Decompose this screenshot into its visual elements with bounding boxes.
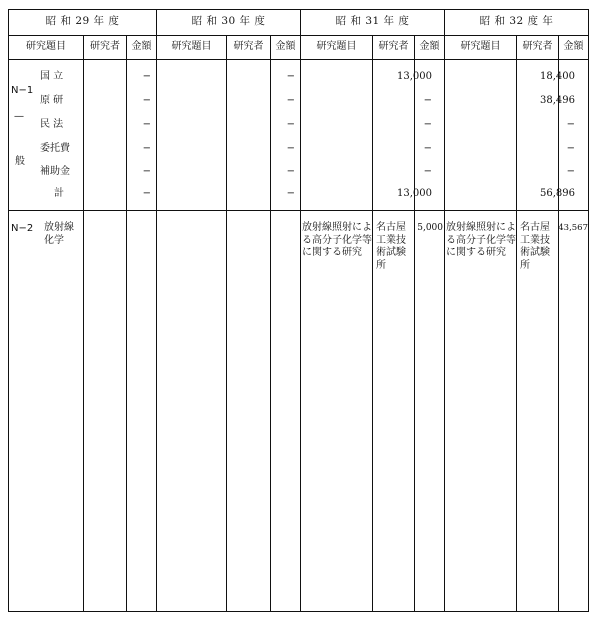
amount-31: − — [423, 119, 432, 130]
row-label: 委托費 — [40, 143, 70, 154]
col-topic-32: 研究題目 — [460, 41, 501, 52]
row-label: 計 — [54, 188, 64, 199]
col-topic-29: 研究題目 — [26, 41, 66, 52]
amount-31: − — [423, 166, 432, 177]
amount-29: − — [142, 95, 151, 106]
section2-label: 放射線化学 — [44, 222, 74, 246]
row-label: 国 立 — [40, 71, 64, 82]
section2-amount-31: 5,000 — [417, 223, 443, 233]
amount-32: 38,496 — [540, 95, 575, 106]
col-researcher-32: 研究者 — [522, 41, 553, 52]
row-label: 民 法 — [40, 119, 64, 130]
section2-code: N−2 — [11, 223, 34, 234]
year-header-32: 昭 和 32 度 年 — [479, 15, 554, 27]
section2-topic-31: 放射線照射による高分子化学等に関する研究 — [302, 222, 372, 258]
amount-30: − — [286, 119, 295, 130]
section2-researcher-32: 名古屋工業技術試験所 — [520, 222, 550, 271]
col-amount-30: 金額 — [275, 41, 296, 52]
amount-32: 18,400 — [540, 71, 575, 82]
amount-31: 13,000 — [397, 188, 432, 199]
section2-amount-32: 43,567 — [558, 223, 588, 233]
col-amount-31: 金額 — [419, 41, 440, 52]
row-label: 原 研 — [40, 95, 64, 106]
row-label: 補助金 — [40, 166, 70, 177]
section1-code: N−1 — [11, 85, 34, 96]
section1-dash: — — [14, 111, 24, 122]
amount-32: − — [566, 119, 575, 130]
amount-30: − — [286, 71, 295, 82]
amount-31: − — [423, 143, 432, 154]
section1-ban: 般 — [15, 156, 25, 167]
section2-researcher-31: 名古屋工業技術試験所 — [376, 222, 406, 271]
amount-29: − — [142, 71, 151, 82]
year-header-30: 昭 和 30 年 度 — [191, 15, 266, 27]
amount-32: − — [566, 143, 575, 154]
amount-30: − — [286, 166, 295, 177]
amount-30: − — [286, 143, 295, 154]
col-topic-30: 研究題目 — [171, 41, 212, 52]
amount-31: 13,000 — [397, 71, 432, 82]
section2-topic-32: 放射線照射による高分子化学等に関する研究 — [446, 222, 516, 258]
amount-32: − — [566, 166, 575, 177]
amount-31: − — [423, 95, 432, 106]
col-researcher-29: 研究者 — [90, 41, 120, 52]
col-amount-32: 金額 — [563, 41, 584, 52]
col-amount-29: 金額 — [131, 41, 152, 52]
year-header-31: 昭 和 31 年 度 — [335, 15, 410, 27]
col-researcher-31: 研究者 — [378, 41, 409, 52]
year-header-29: 昭 和 29 年 度 — [45, 15, 120, 27]
amount-30: − — [286, 95, 295, 106]
amount-32: 56,896 — [540, 188, 575, 199]
amount-29: − — [142, 166, 151, 177]
amount-30: − — [286, 188, 295, 199]
amount-29: − — [142, 119, 151, 130]
col-researcher-30: 研究者 — [233, 41, 264, 52]
amount-29: − — [142, 188, 151, 199]
amount-29: − — [142, 143, 151, 154]
col-topic-31: 研究題目 — [316, 41, 357, 52]
